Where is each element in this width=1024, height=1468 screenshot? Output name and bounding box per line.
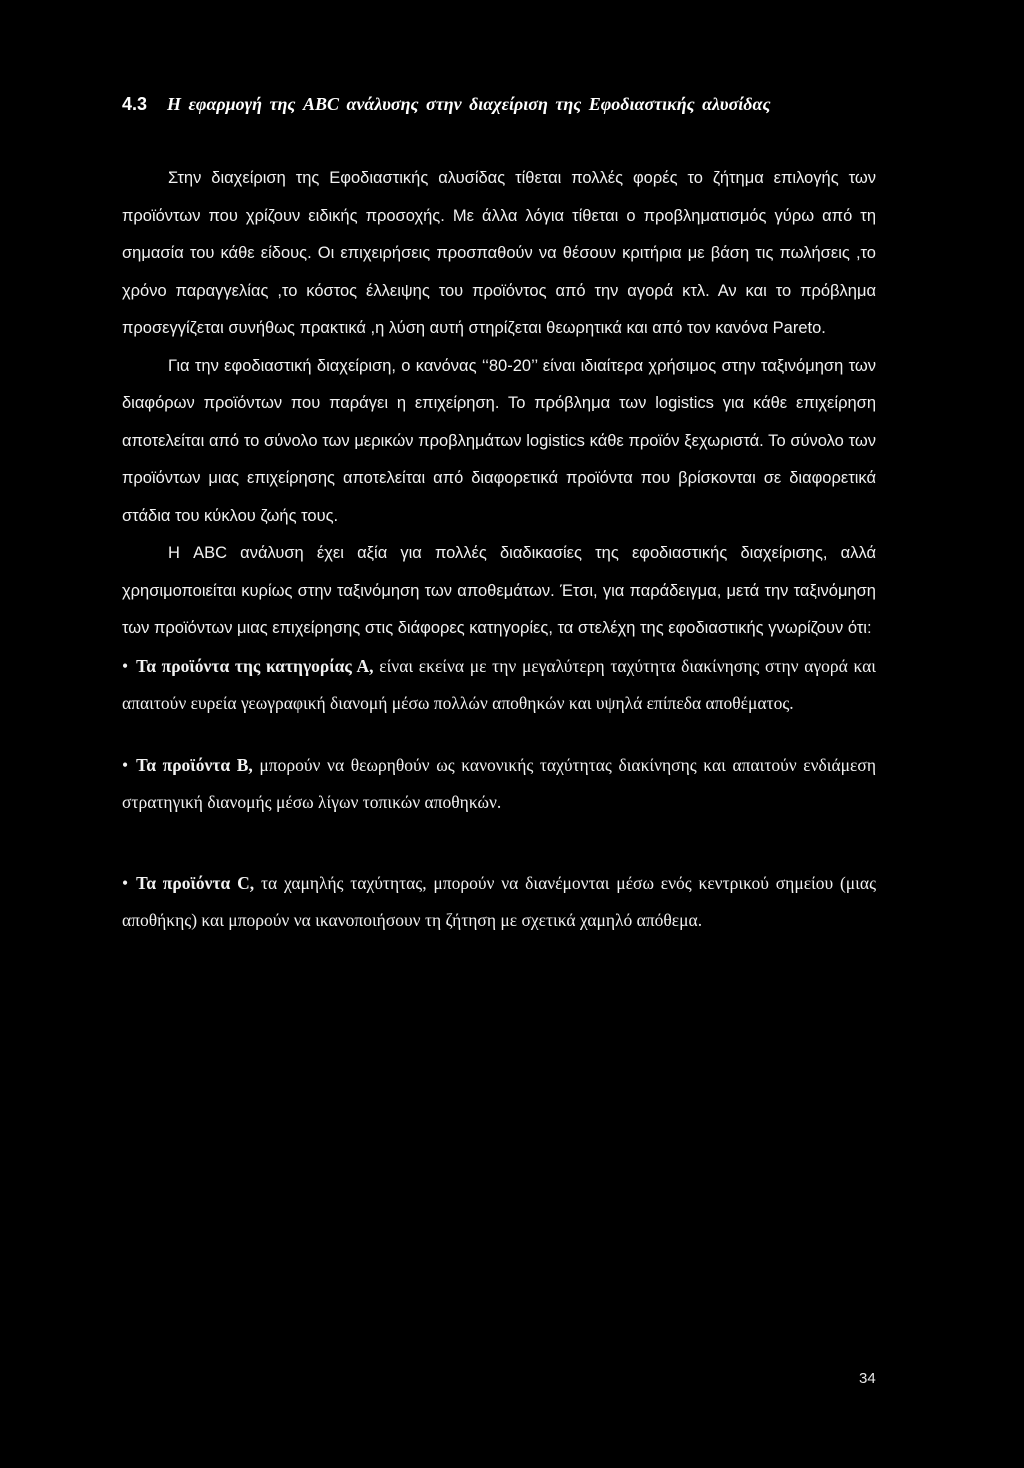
bullet-marker: •	[122, 754, 129, 775]
bullet-marker: •	[122, 872, 129, 893]
paragraph-abc: Η ABC ανάλυση έχει αξία για πολλές διαδικασίες της εφοδιαστικής διαχείρισης, αλλά χρησιμοποιείται κυρίως στην ταξινόμηση των αποθεμάτων. Έτσι, για παράδειγμα, μετά την ταξινόμηση των προϊόντων μιας επιχείρησης στις διάφορες κατηγορίες, τα στελέχη της εφοδιαστικής γνωρίζουν ότι:	[122, 544, 876, 637]
document-page	[122, 88, 876, 940]
bullet-category-b-title: Τα προϊόντα Β,	[136, 754, 253, 775]
section-heading	[122, 88, 876, 120]
bullet-category-a-text: είναι εκείνα με την μεγαλύτερη ταχύτητα διακίνησης στην αγορά και απαιτούν ευρεία γεωγραφική διανομή μέσω πολλών αποθηκών και υψηλά επίπεδα αποθέματος.	[122, 655, 876, 713]
bullet-category-a-title: Τα προϊόντα της κατηγορίας Α,	[136, 655, 374, 676]
page-number: 34	[859, 1370, 876, 1387]
section-title: Η εφαρμογή της ABC ανάλυσης στην διαχείριση της Εφοδιαστικής αλυσίδας	[167, 94, 771, 114]
bullet-category-b-text: μπορούν να θεωρηθούν ως κανονικής ταχύτητας διακίνησης και απαιτούν ενδιάμεση στρατηγική διανομής μέσω λίγων τοπικών αποθηκών.	[122, 754, 876, 812]
bullet-marker: •	[122, 655, 129, 676]
bullet-category-a	[122, 648, 876, 723]
paragraph-pareto: Για την εφοδιαστική διαχείριση, ο κανόνας ‘‘80-20’’ είναι ιδιαίτερα χρήσιμος στην ταξινόμηση των διαφόρων προϊόντων που παράγει η επιχείρηση. Το πρόβλημα των logistics για κάθε επιχείρηση αποτελείται από το σύνολο των μερικών προβλημάτων logistics κάθε προϊόν ξεχωριστά. Το σύνολο των προϊόντων μιας επιχείρησης αποτελείται από διαφορετικά προϊόντα που βρίσκονται σε διαφορετικά στάδια του κύκλου ζωής τους.	[122, 356, 876, 525]
paragraph-intro: Στην διαχείριση της Εφοδιαστικής αλυσίδας τίθεται πολλές φορές το ζήτημα επιλογής των προϊόντων που χρίζουν ειδικής προσοχής. Με άλλα λόγια τίθεται ο προβληματισμός γύρω από τη σημασία του κάθε είδους. Οι επιχειρήσεις προσπαθούν να θέσουν κριτήρια με βάση τις πωλήσεις ,το χρόνο παραγγελίας ,το κόστος έλλειψης του προϊόντος από την αγορά κτλ. Αν και το πρόβλημα προσεγγίζεται συνήθως πρακτικά ,η λύση αυτή στηρίζεται θεωρητικά και από τον κανόνα Pareto.	[122, 169, 876, 337]
bullet-category-c	[122, 865, 876, 940]
bullet-category-b	[122, 747, 876, 822]
bullet-category-c-text: τα χαμηλής ταχύτητας, μπορούν να διανέμονται μέσω ενός κεντρικού σημείου (μιας αποθήκης) και μπορούν να ικανοποιήσουν τη ζήτηση με σχετικά χαμηλό απόθεμα.	[122, 872, 876, 930]
section-number: 4.3	[122, 94, 148, 114]
bullet-category-c-title: Τα προϊόντα C,	[136, 872, 255, 893]
